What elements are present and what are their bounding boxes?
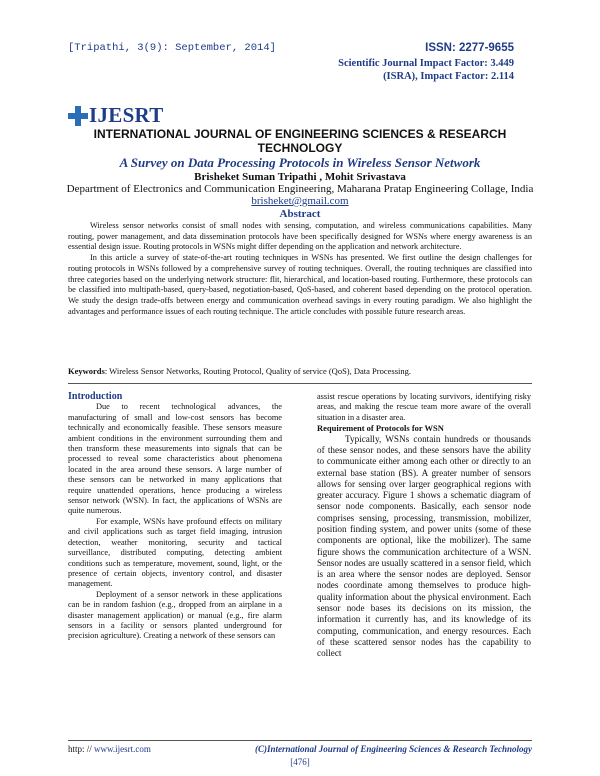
affiliation: Department of Electronics and Communication Engineering, Maharana Pratap Engineering Collage, India: [66, 183, 534, 195]
keywords-label: Keywords: [68, 366, 105, 376]
footer-divider: [68, 740, 532, 741]
intro-paragraph-1: Due to recent technological advances, the manufacturing of small and low-cost sensors has become technically and economically feasible. These sensors measure ambient conditions in the environment surrounding them and then transform these measurements into signals that can be processed to reveal some characteristics about phenomena located in the area around these sensors. A large number of these sensors can be networked in many applications that require unattended operations, hence producing a wireless sensor network (WSN). In fact, the applications of WSNs are quite numerous.: [68, 402, 282, 516]
keywords-text: : Wireless Sensor Networks, Routing Protocol, Quality of service (QoS), Data Processing.: [104, 366, 412, 376]
paper-title: A Survey on Data Processing Protocols in Wireless Sensor Network: [119, 155, 481, 170]
citation-header: [Tripathi, 3(9): September, 2014]: [68, 42, 276, 54]
keywords: [68, 366, 532, 376]
abstract-paragraph-1: Wireless sensor networks consist of small nodes with sensing, computation, and wireless communications capabilities. Many routing, power management, and data dissemination protocols have been specifically designed for WSNs where energy awareness is an essential design issue. Routing protocols in WSNs might differ depending on the application and network architecture.: [68, 221, 532, 252]
email-link[interactable]: brisheket@gmail.com: [251, 195, 349, 207]
abstract-heading: Abstract: [279, 208, 321, 220]
footer-url-link[interactable]: www.ijesrt.com: [94, 744, 151, 754]
requirement-heading: Requirement of Protocols for WSN: [317, 423, 444, 434]
right-column: [317, 392, 531, 660]
intro-paragraph-3: Deployment of a sensor network in these applications can be in random fashion (e.g., dropped from an airplane in a disaster management application) or manual (e.g., fire alarm sensors in a facility or sensors planted underground for precision agriculture). Creating a network of these sensors can: [68, 589, 282, 641]
requirement-paragraph: Typically, WSNs contain hundreds or thousands of these sensor nodes, and these sensors have the ability to communicate either among each other or directly to an external base station (BS). A greater number of sensors allows for sensing over larger geographical regions with greater accuracy. Figure 1 shows a schematic diagram of sensor node components. Basically, each sensor node comprises sensing, processing, transmission, mobilizer, position finding system, and power units (some of these components are optional, like the mobilizer). The same figure shows the communication architecture of a WSN. Sensor nodes are usually scattered in a sensor field, which is an area where the sensor nodes are deployed. Sensor nodes coordinate among themselves to produce high-quality information about the physical environment. Each sensor node bases its decisions on its mission, the information it currently has, and its knowledge of its computing, communication, and energy resources. Each of these scattered sensor nodes has the capability to collect: [317, 433, 531, 659]
intro-paragraph-2: For example, WSNs have profound effects on military and civil applications such as target field imaging, intrusion detection, weather monitoring, security and tactical surveillance, distributed computing, detecting ambient conditions such as temperature, movement, sound, light, or the presence of certain objects, inventory control, and disaster management.: [68, 516, 282, 589]
introduction-heading: Introduction: [68, 391, 123, 402]
footer: [68, 744, 532, 754]
issn: ISSN: 2277-9655: [425, 42, 514, 54]
logo-text: IJESRT: [89, 103, 164, 127]
impact-factor-1: Scientific Journal Impact Factor: 3.449: [338, 57, 514, 69]
journal-title: INTERNATIONAL JOURNAL OF ENGINEERING SCIENCES & RESEARCH TECHNOLOGY: [93, 127, 507, 155]
impact-factor-2: (ISRA), Impact Factor: 2.114: [383, 71, 514, 82]
authors: Brisheket Suman Tripathi , Mohit Srivastava: [194, 171, 406, 183]
footer-copyright: (C)International Journal of Engineering Sciences & Research Technology: [255, 744, 532, 754]
journal-metrics: [338, 42, 514, 84]
abstract-body: [68, 221, 532, 317]
continued-paragraph: assist rescue operations by locating survivors, identifying risky areas, and making the rescue team more aware of the overall situation in a disaster area.: [317, 392, 531, 422]
left-column: [68, 392, 282, 642]
section-divider: [68, 383, 532, 384]
abstract-paragraph-2: In this article a survey of state-of-the-art routing techniques in WSNs has presented. We first outline the design challenges for routing protocols in WSNs followed by a comprehensive survey of routing techniques. Overall, the routing techniques are classified into three categories based on the underlying network structure: flit, hierarchical, and location-based routing. Furthermore, these protocols can be classified into multipath-based, query-based, negotiation-based, QoS-based, and coherent based depending on the protocol operation. We study the design trade-offs between energy and communication overhead savings in every routing paradigm. We also highlight the advantages and performance issues of each routing technique. The article concludes with possible future research areas.: [68, 253, 532, 316]
page-number: [476]: [290, 757, 310, 767]
footer-url-prefix: http: //: [68, 744, 95, 754]
plus-icon: [68, 106, 88, 126]
journal-logo: [68, 103, 164, 128]
